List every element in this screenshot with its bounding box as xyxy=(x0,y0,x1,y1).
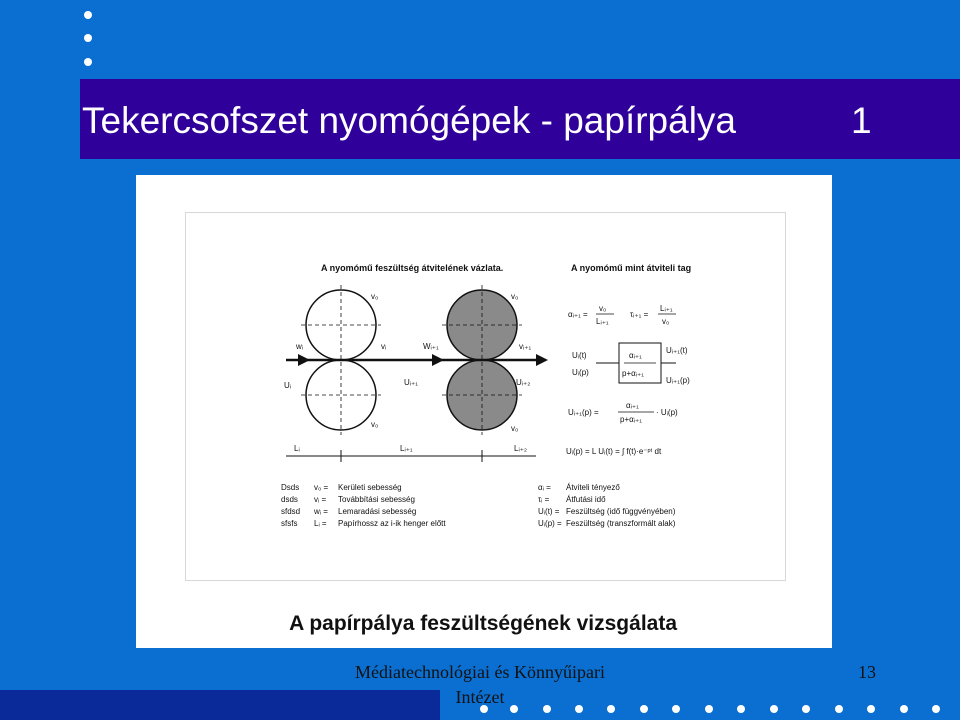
figure-diagram xyxy=(186,213,785,580)
legend-right-sym-3: Uᵢ(p) = xyxy=(538,519,562,528)
figure-frame xyxy=(185,212,786,581)
footer-dot xyxy=(900,705,908,713)
label-vi1: vᵢ₊₁ xyxy=(519,342,532,351)
legend-left xyxy=(281,483,446,528)
legend-left-sym-2: wᵢ = xyxy=(314,507,328,516)
legend-right-desc-0: Átviteli tényező xyxy=(566,483,620,492)
label-v0-top-right: v₀ xyxy=(511,292,519,301)
web-arrow-head xyxy=(536,354,548,366)
right-heading: A nyomómű mint átviteli tag xyxy=(571,263,692,273)
label-Wi1: Wᵢ₊₁ xyxy=(423,342,439,351)
legend-right-desc-2: Feszültség (idő függvényében) xyxy=(566,507,676,516)
slide-title: Tekercsofszet nyomógépek - papírpálya xyxy=(82,100,737,141)
legend-right-sym-1: τᵢ = xyxy=(538,495,550,504)
label-v0-bottom-left: v₀ xyxy=(371,420,379,429)
legend-left-desc-3: Papírhossz az i-ik henger előtt xyxy=(338,519,446,528)
label-Li2: Lᵢ₊₂ xyxy=(514,444,528,453)
legend-right-desc-3: Feszültség (transzformált alak) xyxy=(566,519,676,528)
footer-institute xyxy=(330,660,630,710)
transfer-rhs: · Uᵢ(p) xyxy=(656,408,678,417)
label-vi: vᵢ xyxy=(381,342,387,351)
footer-dot xyxy=(802,705,810,713)
footer-dot xyxy=(737,705,745,713)
page-number: 13 xyxy=(858,662,876,682)
label-Ui1: Uᵢ₊₁ xyxy=(404,378,418,387)
footer-dot xyxy=(640,705,648,713)
web-arrow-mid xyxy=(432,354,444,366)
footer-dot xyxy=(867,705,875,713)
footer-dot xyxy=(835,705,843,713)
figure-caption: A papírpálya feszültségének vizsgálata xyxy=(289,612,677,635)
block-input-t: Uᵢ(t) xyxy=(572,351,587,360)
legend-right xyxy=(538,483,676,528)
slide-title-number: 1 xyxy=(851,100,872,141)
footer-dot xyxy=(705,705,713,713)
legend-left-sym-1: vᵢ = xyxy=(314,495,327,504)
transfer-lhs: Uᵢ₊₁(p) = xyxy=(568,408,599,417)
bullet-dot xyxy=(84,34,92,42)
legend-left-tag-1: dsds xyxy=(281,495,298,504)
block-output-p: Uᵢ₊₁(p) xyxy=(666,376,690,385)
block-output-t: Uᵢ₊₁(t) xyxy=(666,346,688,355)
formula-tau-num: Lᵢ₊₁ xyxy=(660,304,673,313)
block-input-p: Uᵢ(p) xyxy=(572,368,589,377)
left-heading: A nyomómű feszültség átvitelének vázlata. xyxy=(321,263,504,273)
footer-line-1: Médiatechnológiai és Könnyűipari xyxy=(355,662,605,682)
figure-image xyxy=(136,175,832,648)
legend-left-desc-2: Lemaradási sebesség xyxy=(338,507,417,516)
legend-right-sym-0: αᵢ = xyxy=(538,483,551,492)
formula-tau: τᵢ₊₁ = xyxy=(630,310,649,319)
footer-dot xyxy=(672,705,680,713)
label-v0-bottom-right: v₀ xyxy=(511,424,519,433)
block-num: αᵢ₊₁ xyxy=(629,351,642,360)
laplace-formula: Uᵢ(p) = L Uᵢ(t) = ∫ f(t)·e⁻ᵖᵗ dt xyxy=(566,447,662,456)
block-den: p+αᵢ₊₁ xyxy=(622,369,644,378)
formula-alpha-den: Lᵢ₊₁ xyxy=(596,317,609,326)
label-Ui2: Uᵢ₊₂ xyxy=(516,378,531,387)
formula-alpha: αᵢ₊₁ = xyxy=(568,310,588,319)
legend-left-desc-0: Kerületi sebesség xyxy=(338,483,402,492)
legend-left-tag-3: sfsfs xyxy=(281,519,298,528)
footer-dot xyxy=(932,705,940,713)
label-wi: wᵢ xyxy=(296,342,304,351)
web-arrow-left xyxy=(298,354,310,366)
legend-left-desc-1: Továbbítási sebesség xyxy=(338,495,415,504)
legend-left-sym-0: v₀ = xyxy=(314,483,329,492)
bullet-dot xyxy=(84,58,92,66)
legend-left-tag-2: sfdsd xyxy=(281,507,301,516)
legend-right-desc-1: Átfutási idő xyxy=(566,495,606,504)
label-Li: Lᵢ xyxy=(294,444,300,453)
formula-alpha-num: v₀ xyxy=(599,304,607,313)
legend-right-sym-2: Uᵢ(t) = xyxy=(538,507,560,516)
label-Li1: Lᵢ₊₁ xyxy=(400,444,413,453)
footer-line-2: Intézet xyxy=(455,687,505,707)
transfer-num: αᵢ₊₁ xyxy=(626,401,639,410)
footer-dot xyxy=(770,705,778,713)
legend-left-sym-3: Lᵢ = xyxy=(314,519,327,528)
label-v0-top-left: v₀ xyxy=(371,292,379,301)
transfer-den: p+αᵢ₊₁ xyxy=(620,415,642,424)
formula-tau-den: v₀ xyxy=(662,317,670,326)
bullet-dot xyxy=(84,11,92,19)
label-Ui: Uᵢ xyxy=(284,381,292,390)
legend-left-tag-0: Dsds xyxy=(281,483,300,492)
